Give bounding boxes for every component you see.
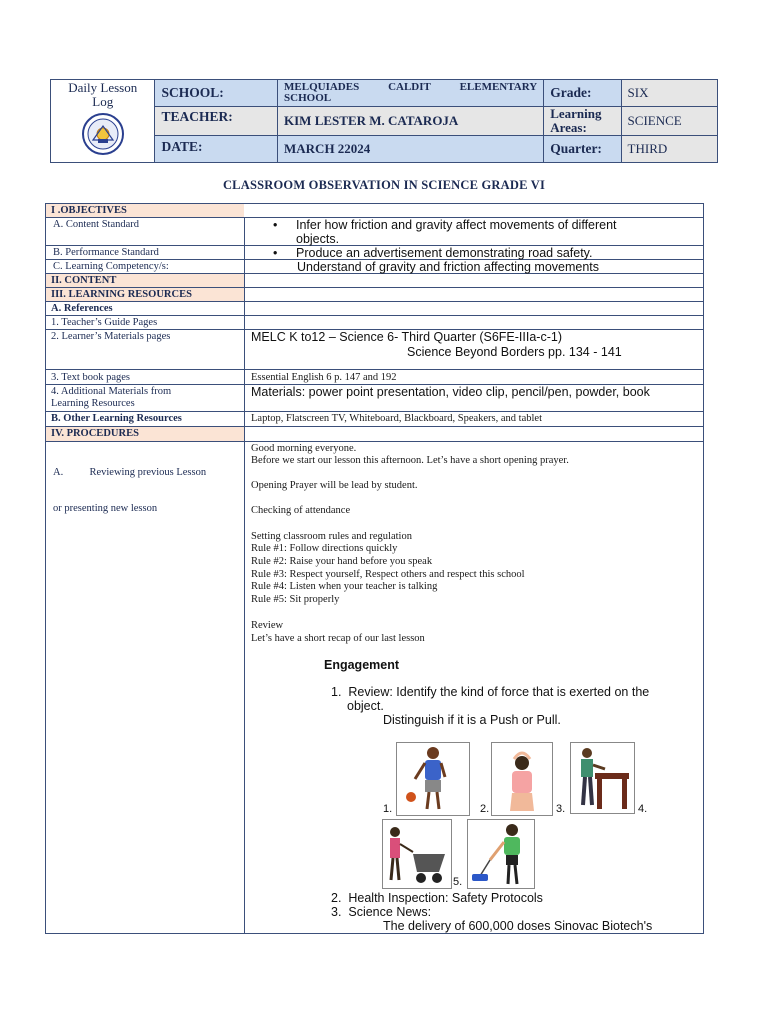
row-divider [45, 287, 704, 288]
content-standard-label: A. Content Standard [53, 219, 140, 230]
boy-with-toy-car-picture [467, 819, 535, 889]
engagement-item-3-cont: The delivery of 600,000 doses Sinovac Biotech's [383, 919, 653, 933]
content-standard-value [296, 218, 617, 246]
header-table [50, 79, 718, 163]
rule-item: Rule #5: Sit properly [251, 594, 340, 605]
procedure-line: Good morning everyone. [251, 443, 357, 454]
row-divider [45, 441, 704, 442]
rule-item: Rule #2: Raise your hand before you speak [251, 556, 433, 567]
picture-number: 1. [383, 803, 393, 815]
woman-with-cart-picture [382, 819, 452, 889]
picture-number: 2. [480, 803, 490, 815]
deped-seal-icon [81, 112, 125, 156]
column-divider [244, 217, 245, 934]
teacher-label: TEACHER: [155, 107, 278, 136]
proc-a-label-2: or presenting new lesson [53, 503, 158, 514]
school-value [278, 80, 544, 107]
person-pulling-toy-icon [468, 820, 534, 888]
performance-standard-value: Produce an advertisement demonstrating road safety. [296, 246, 593, 260]
additional-materials-label [51, 386, 171, 410]
content-standard-line-2: objects. [296, 232, 340, 246]
log-cell [51, 80, 155, 163]
rule-item: Rule #4: Listen when your teacher is talking [251, 581, 438, 592]
row-divider [45, 426, 704, 427]
additional-materials-value: Materials: power point presentation, video clip, pencil/pen, powder, book [251, 385, 650, 399]
learning-label-1: Learning [550, 106, 602, 121]
learning-areas-label [544, 107, 621, 136]
quarter-value: THIRD [621, 136, 717, 163]
date-label: DATE: [155, 136, 278, 163]
additional-label-2: Learning Resources [51, 398, 135, 409]
engagement-item-2: 2. Health Inspection: Safety Protocols [331, 891, 543, 905]
procedures-heading: IV. PROCEDURES [51, 428, 139, 439]
proc-a-label-1: A. Reviewing previous Lesson [53, 467, 207, 478]
procedure-line: Let’s have a short recap of our last lesson [251, 633, 425, 644]
person-pushing-cart-icon [383, 820, 451, 888]
person-stretching-icon [492, 743, 552, 815]
other-resources-value: Laptop, Flatscreen TV, Whiteboard, Blackboard, Speakers, and tablet [251, 413, 543, 424]
school-line-2: SCHOOL [284, 92, 332, 104]
textbook-label: 3. Text book pages [51, 372, 130, 383]
textbook-value: Essential English 6 p. 147 and 192 [251, 372, 397, 383]
engagement-item-3: 3. Science News: [331, 905, 432, 919]
competency-label: C. Learning Competency/s: [53, 261, 169, 272]
objectives-heading: I .OBJECTIVES [51, 205, 127, 216]
additional-label-1: 4. Additional Materials from [51, 386, 172, 397]
girl-stretching-picture [491, 742, 553, 816]
row-divider [45, 315, 704, 316]
engagement-item-1-instruction: Distinguish if it is a Push or Pull. [383, 713, 561, 727]
learning-areas-value: SCIENCE [621, 107, 717, 136]
basketball-player-picture [396, 742, 470, 816]
log-title: Daily Lesson Log [68, 80, 138, 109]
references-label: A. References [51, 303, 113, 314]
learners-materials-label: 2. Learner’s Materials pages [51, 331, 171, 342]
learners-materials-line-2: Science Beyond Borders pp. 134 - 141 [407, 345, 622, 359]
procedure-line: Setting classroom rules and regulation [251, 531, 412, 542]
teacher-value: KIM LESTER M. CATAROJA [278, 107, 544, 136]
engagement-item-1-cont: object. [347, 699, 384, 713]
picture-number: 4. [638, 803, 648, 815]
performance-standard-label: B. Performance Standard [53, 247, 159, 258]
teachers-guide-label: 1. Teacher’s Guide Pages [51, 317, 158, 328]
man-at-table-picture [570, 742, 635, 814]
procedure-line: Checking of attendance [251, 505, 351, 516]
learners-materials-line-1: MELC K to12 – Science 6- Third Quarter (S6FE-IIIa-c-1) [251, 330, 562, 344]
grade-label: Grade: [544, 80, 621, 107]
rule-item: Rule #3: Respect yourself, Respect others and respect this school [251, 569, 525, 580]
person-pushing-table-icon [571, 743, 634, 813]
row-divider [45, 301, 704, 302]
school-label: SCHOOL: [155, 80, 278, 107]
row-divider [45, 411, 704, 412]
quarter-label: Quarter: [544, 136, 621, 163]
content-heading: II. CONTENT [51, 275, 117, 286]
learning-label-2: Areas: [550, 120, 587, 135]
person-dribbling-icon [397, 743, 469, 815]
resources-heading: III. LEARNING RESOURCES [51, 289, 192, 300]
engagement-heading: Engagement [324, 658, 400, 672]
other-resources-label: B. Other Learning Resources [51, 413, 182, 424]
rule-item: Rule #1: Follow directions quickly [251, 543, 398, 554]
procedure-a-label [53, 443, 206, 527]
bullet-icon: • [273, 218, 278, 232]
engagement-item-1: 1. Review: Identify the kind of force that is exerted on the [331, 685, 650, 699]
page-title: CLASSROOM OBSERVATION IN SCIENCE GRADE VI [222, 178, 546, 192]
competency-value: Understand of gravity and friction affecting movements [297, 260, 600, 274]
content-standard-line-1: Infer how friction and gravity affect movements of different [296, 218, 617, 232]
date-value: MARCH 22024 [278, 136, 544, 163]
bullet-icon: • [273, 246, 278, 260]
row-divider [45, 369, 704, 370]
procedure-line: Review [251, 620, 284, 631]
school-line-1: MELQUIADES CALDIT ELEMENTARY [284, 81, 538, 93]
procedure-line: Opening Prayer will be lead by student. [251, 480, 418, 491]
procedure-line: Before we start our lesson this afternoon. Let’s have a short opening prayer. [251, 455, 569, 466]
picture-number: 5. [453, 876, 463, 888]
grade-value: SIX [621, 80, 717, 107]
picture-number: 3. [556, 803, 566, 815]
